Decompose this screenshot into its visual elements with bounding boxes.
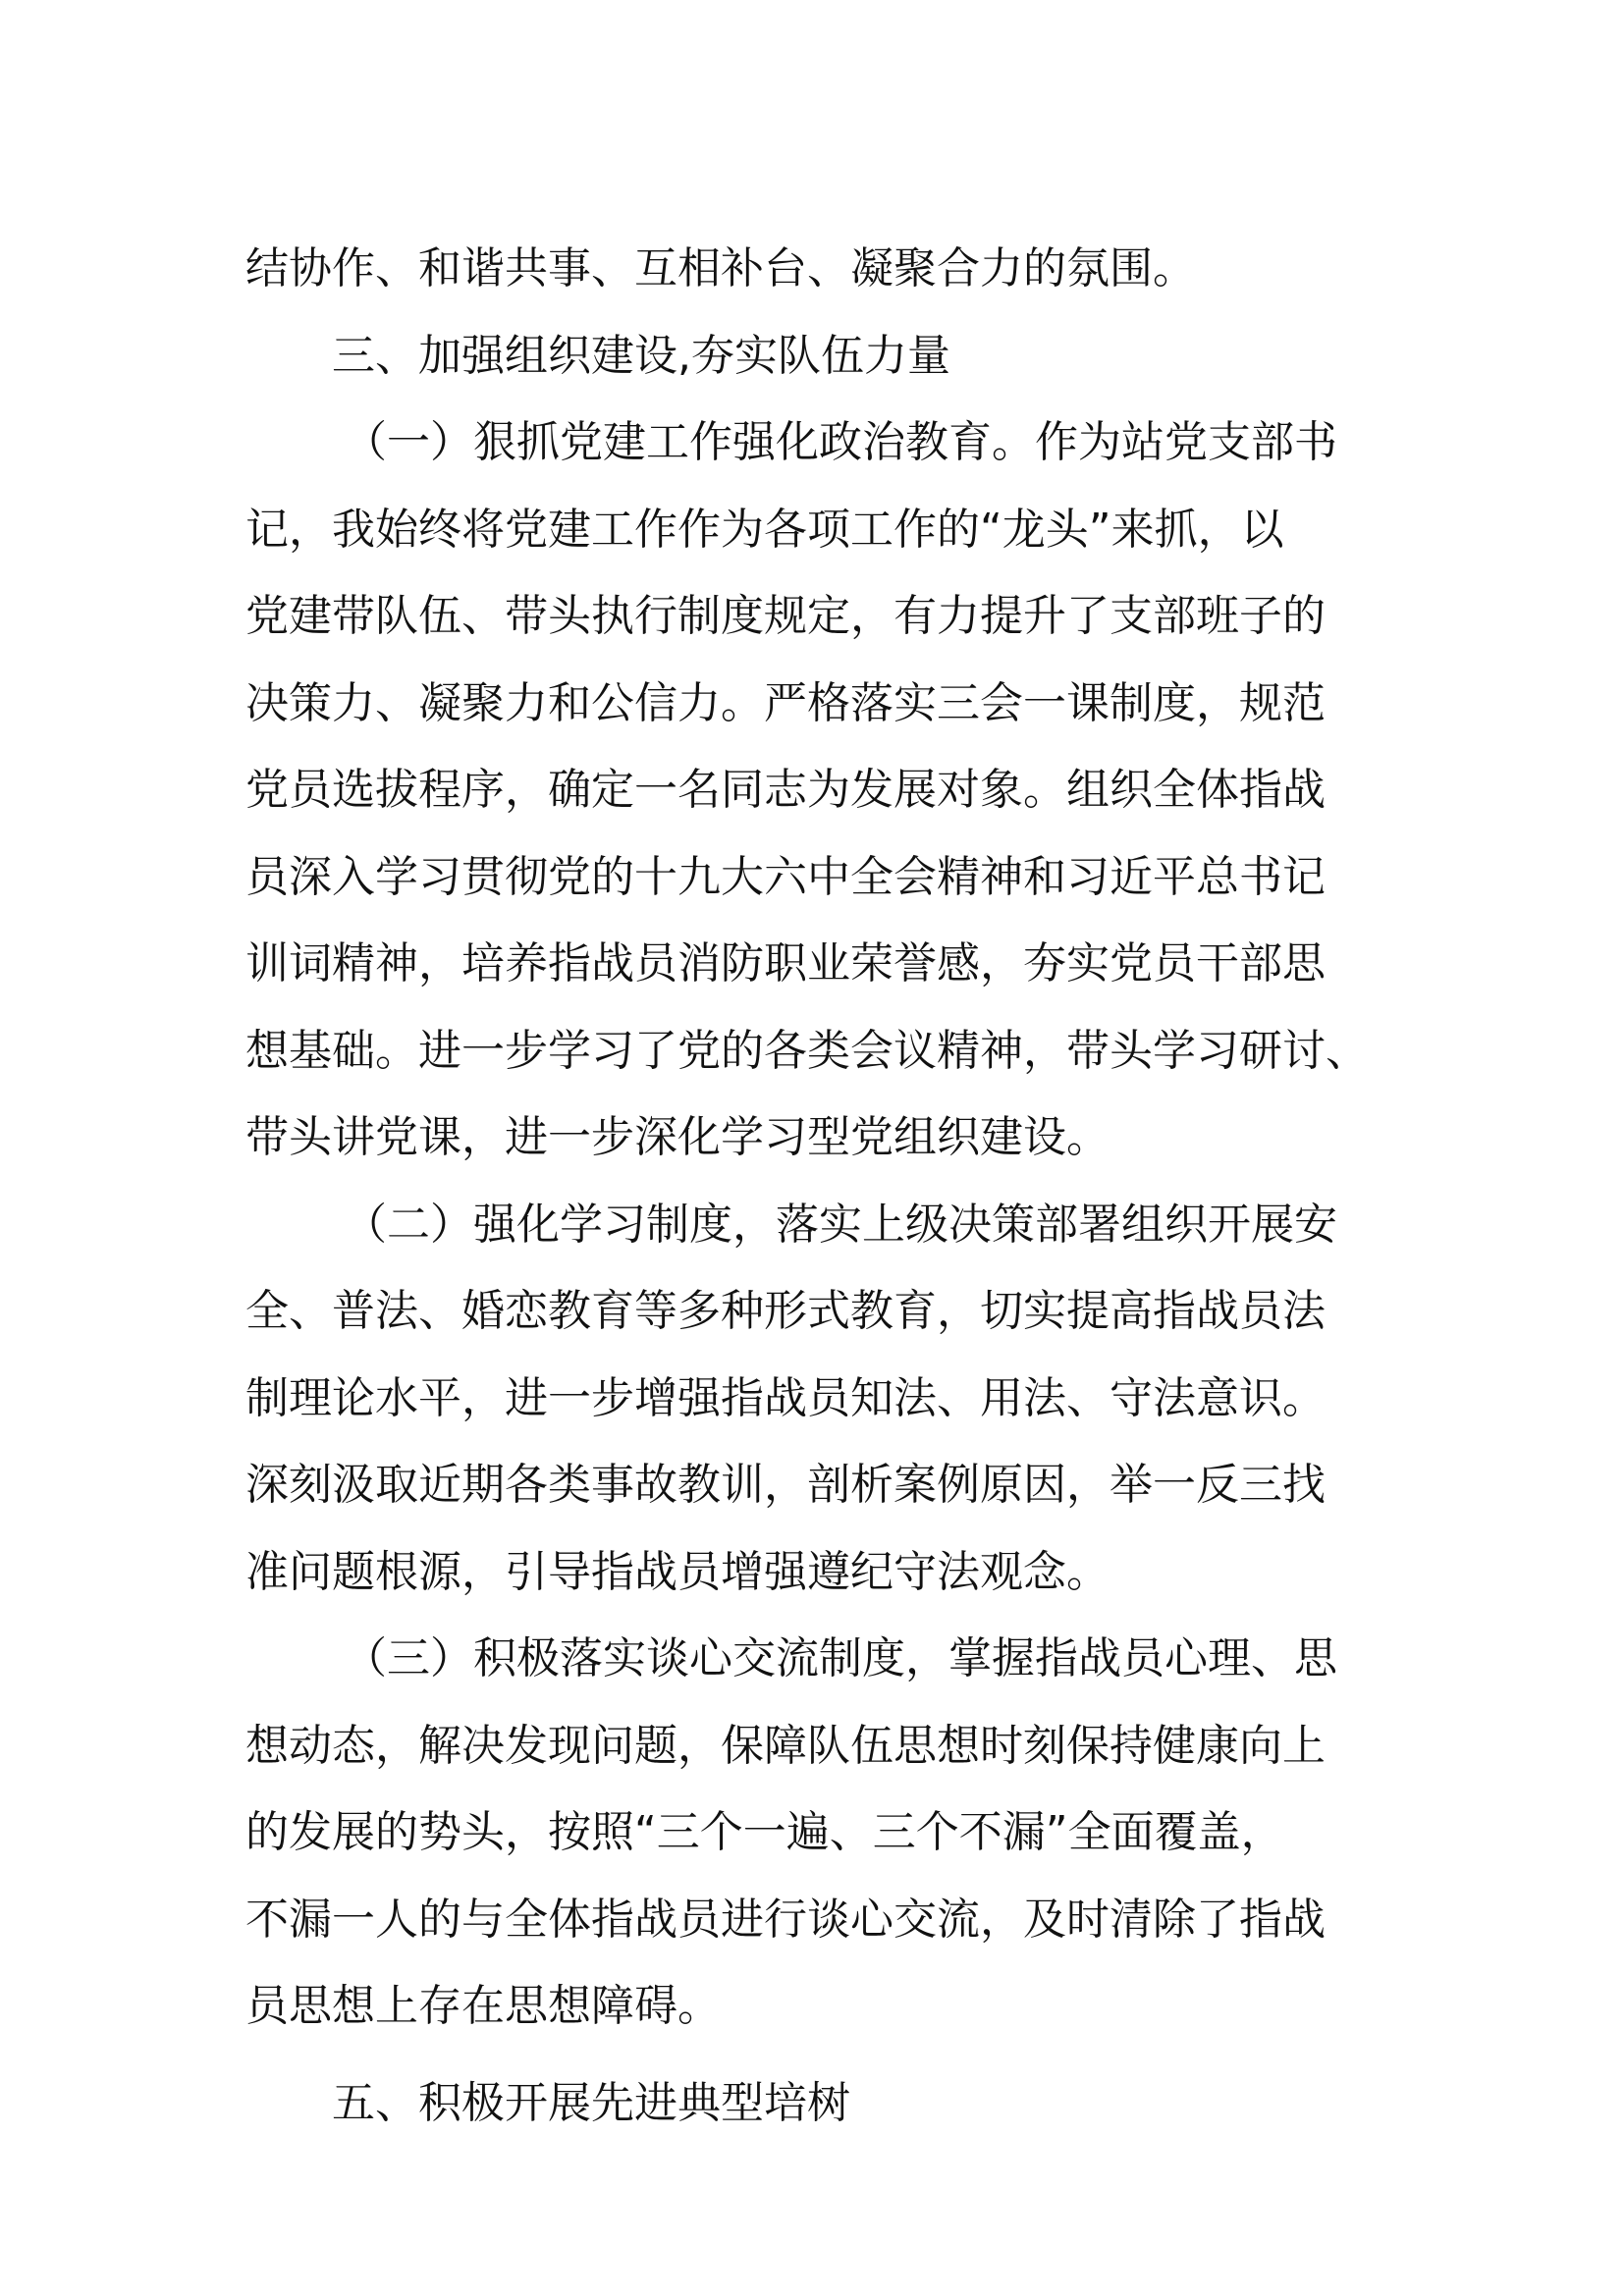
text-line: 员思想上存在思想障碍。 <box>245 1981 721 2031</box>
text-line: 记，我始终将党建工作作为各项工作的“龙头”来抓，以 <box>245 504 1284 555</box>
subsection-line: （二）强化学习制度，落实上级决策部署组织开展安 <box>344 1199 1337 1250</box>
text-line: 制理论水平，进一步增强指战员知法、用法、守法意识。 <box>245 1372 1326 1423</box>
text-line: 想动态，解决发现问题，保障队伍思想时刻保持健康向上 <box>245 1720 1326 1771</box>
subsection-line: （一）狠抓党建工作强化政治教育。作为站党支部书 <box>344 417 1337 467</box>
text-line: 想基础。进一步学习了党的各类会议精神，带头学习研讨、 <box>245 1025 1369 1076</box>
text-line: 全、普法、婚恋教育等多种形式教育，切实提高指战员法 <box>245 1286 1326 1336</box>
text-line: 员深入学习贯彻党的十九大六中全会精神和习近平总书记 <box>245 851 1326 902</box>
text-line: 结协作、和谐共事、互相补台、凝聚合力的氛围。 <box>245 243 1196 294</box>
text-line: 训词精神，培养指战员消防职业荣誉感，夯实党员干部思 <box>245 938 1326 988</box>
body-text <box>245 226 1394 2147</box>
text-line: 带头讲党课，进一步深化学习型党组织建设。 <box>245 1112 1110 1162</box>
section-heading: 五、积极开展先进典型培树 <box>332 2077 850 2128</box>
text-line: 党员选拔程序，确定一名同志为发展对象。组织全体指战 <box>245 765 1326 815</box>
text-line: 决策力、凝聚力和公信力。严格落实三会一课制度，规范 <box>245 677 1326 728</box>
text-line: 准问题根源，引导指战员增强遵纪守法观念。 <box>245 1546 1110 1597</box>
text-line: 不漏一人的与全体指战员进行谈心交流，及时清除了指战 <box>245 1894 1326 1945</box>
text-line: 深刻汲取近期各类事故教训，剖析案例原因，举一反三找 <box>245 1460 1326 1510</box>
text-line: 党建带队伍、带头执行制度规定，有力提升了支部班子的 <box>245 591 1326 641</box>
text-line: 的发展的势头，按照“三个一遍、三个不漏”全面覆盖， <box>245 1807 1284 1857</box>
section-heading: 三、加强组织建设,夯实队伍力量 <box>332 330 950 381</box>
subsection-line: （三）积极落实谈心交流制度，掌握指战员心理、思 <box>344 1633 1337 1683</box>
